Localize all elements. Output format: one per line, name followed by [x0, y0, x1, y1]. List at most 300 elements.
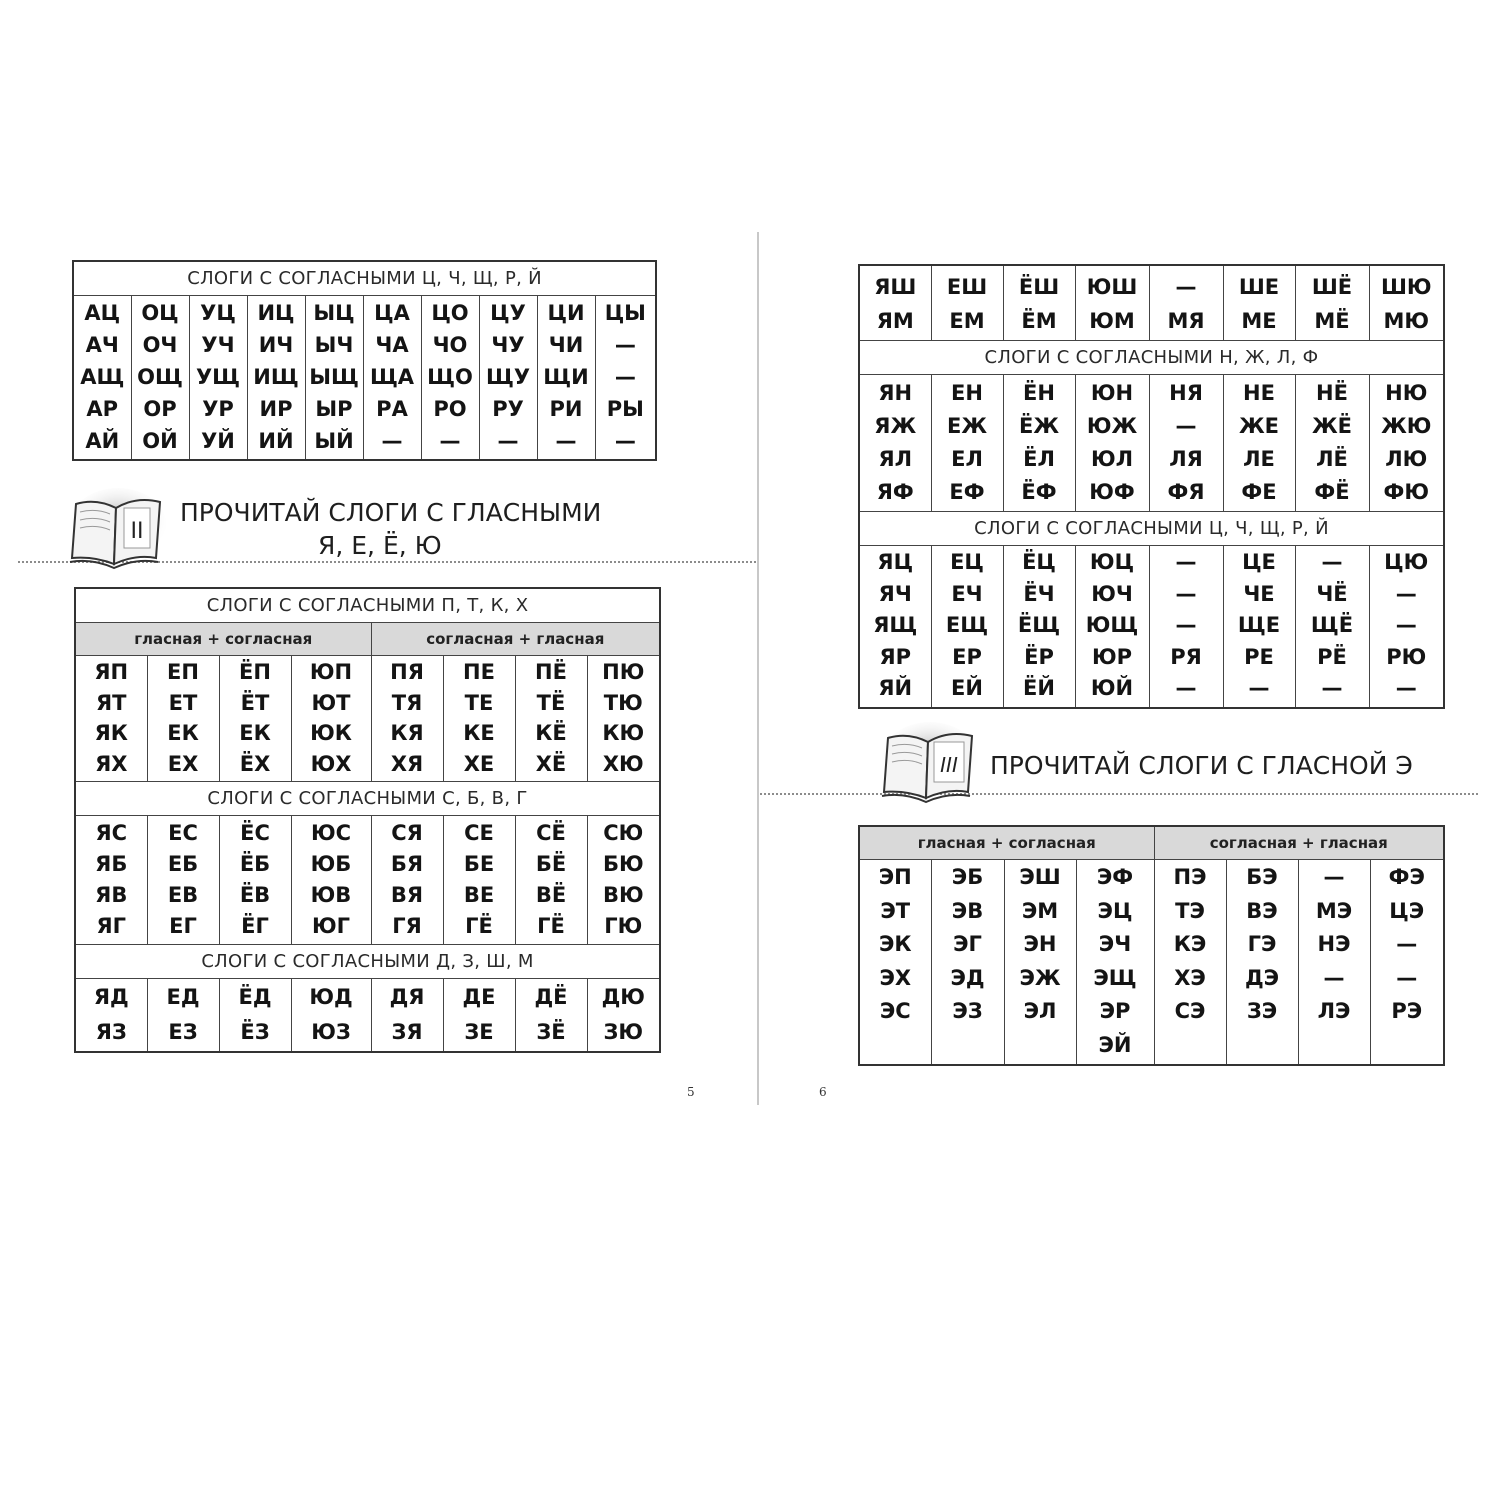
syllable: ЦЭ	[1389, 898, 1425, 923]
syllable: КЭ	[1173, 932, 1207, 956]
syllable: ЫР	[315, 397, 353, 421]
syllable: —	[1395, 581, 1417, 606]
syllable: ЩИ	[543, 365, 589, 389]
syllable: РЁ	[1317, 644, 1347, 669]
syllable: ЩО	[427, 365, 473, 389]
syllable: ЮТ	[311, 690, 351, 715]
syllable: ЁТ	[240, 690, 270, 715]
syllable: ЗЁ	[536, 1019, 566, 1044]
syllable: БЮ	[602, 852, 644, 876]
syllable: ЁЛ	[1023, 447, 1055, 471]
page-spine	[757, 232, 759, 1105]
syllable: ЯП	[94, 660, 129, 684]
syllable: ЮП	[309, 660, 353, 684]
syllable-column	[1149, 375, 1223, 512]
syllable: УР	[202, 397, 234, 421]
syllable-column	[1369, 375, 1444, 512]
syllable-column	[147, 656, 219, 782]
syllable-column	[587, 656, 660, 782]
syllable: ЮС	[310, 821, 352, 845]
syllable: СЕ	[464, 821, 494, 845]
syllable: —	[614, 429, 636, 453]
table-title: СЛОГИ С СОГЛАСНЫМИ Ц, Ч, Щ, Р, Й	[859, 512, 1444, 546]
syllable: ЛЯ	[1169, 447, 1203, 471]
syllable-column	[147, 979, 219, 1053]
syllable-column	[1295, 375, 1369, 512]
table-title: СЛОГИ С СОГЛАСНЫМИ Н, Ж, Л, Ф	[859, 341, 1444, 375]
syllable-column	[247, 296, 305, 461]
syllable: ЕХ	[167, 751, 199, 776]
open-book-icon	[66, 488, 166, 572]
syllable: ЛЭ	[1317, 999, 1351, 1023]
syllable-column	[291, 816, 371, 945]
syllable-column	[515, 656, 587, 782]
open-book-icon	[878, 722, 978, 806]
syllable: ГЯ	[392, 914, 422, 938]
syllable: ЕЧ	[951, 581, 983, 606]
syllable: ШЕ	[1238, 275, 1280, 299]
syllable: ЯЖ	[874, 414, 917, 438]
syllable: —	[1396, 965, 1418, 990]
syllable: КЁ	[535, 721, 567, 745]
syllable: ЧО	[432, 333, 468, 357]
syllable: ЯЗ	[95, 1019, 127, 1044]
syllable: ЁШ	[1018, 275, 1060, 299]
syllable: —	[1321, 676, 1343, 700]
syllable: РЭ	[1391, 999, 1423, 1023]
syllable: ТЯ	[391, 690, 423, 715]
syllable: ЭП	[878, 865, 912, 889]
syllable-column	[515, 979, 587, 1053]
syllable-column	[73, 296, 131, 461]
syllable: ФЕ	[1241, 480, 1277, 504]
syllable: ЁЗ	[240, 1019, 270, 1044]
syllable: ФЯ	[1167, 480, 1205, 504]
syllable: БЯ	[390, 852, 424, 876]
syllable: ЭГ	[953, 932, 982, 956]
syllable: НЁ	[1316, 381, 1348, 405]
syllable: ХЁ	[535, 751, 567, 776]
syllable: ЁЧ	[1023, 581, 1055, 606]
syllable: —	[1323, 965, 1345, 990]
syllable: ОР	[143, 397, 177, 421]
syllable: ЛЮ	[1385, 447, 1428, 471]
syllable: ЁД	[238, 985, 272, 1009]
syllable: ЮД	[309, 985, 353, 1009]
syllable-column	[1226, 860, 1298, 1066]
syllable: ЯЩ	[873, 613, 918, 637]
syllable: —	[381, 429, 403, 453]
syllable: БЁ	[535, 852, 567, 876]
syllable: ЭС	[879, 999, 911, 1023]
syllable-column	[305, 296, 363, 461]
syllable: ЕЖ	[946, 414, 988, 438]
syllable: ИЩ	[253, 365, 299, 389]
syllable-column	[537, 296, 595, 461]
syllable: ЕТ	[168, 690, 198, 715]
syllable: ЕР	[952, 644, 982, 669]
syllable: ЭБ	[951, 865, 984, 889]
syllable-column	[75, 816, 147, 945]
syllable: НЮ	[1385, 381, 1428, 405]
syllable-column	[219, 656, 291, 782]
subheader-consonant-vowel: согласная + гласная	[1154, 826, 1444, 860]
syllable: ЫЩ	[309, 365, 359, 389]
syllable: ПЮ	[602, 660, 645, 684]
syllable: ЯЙ	[878, 676, 913, 700]
syllable: ИЙ	[258, 429, 294, 453]
syllable: ДЭ	[1244, 965, 1280, 990]
syllable: ЕД	[166, 985, 200, 1009]
table-title: СЛОГИ С СОГЛАСНЫМИ Д, З, Ш, М	[75, 945, 660, 979]
syllable-column	[371, 979, 443, 1053]
syllable: ЭЛ	[1023, 999, 1057, 1023]
syllable: —	[1396, 932, 1418, 956]
syllable: ЮЖ	[1086, 414, 1138, 438]
syllable: ТЕ	[464, 690, 494, 715]
syllable: —	[497, 429, 519, 453]
syllable: ИР	[259, 397, 293, 421]
syllable: ЕВ	[167, 883, 199, 907]
syllable: ЭФ	[1096, 865, 1134, 889]
syllable: —	[1323, 865, 1345, 889]
syllable: ЕЗ	[168, 1019, 198, 1044]
syllable: ЖЮ	[1381, 414, 1432, 438]
syllable-column	[515, 816, 587, 945]
page-number-left: 5	[687, 1085, 695, 1099]
syllable: ЧУ	[491, 333, 525, 357]
syllable-column	[1295, 265, 1369, 341]
syllable: ЕП	[167, 660, 199, 684]
syllable: ЕЙ	[951, 676, 983, 700]
syllable: ЁГ	[241, 914, 269, 938]
syllable: ЁН	[1023, 381, 1055, 405]
syllable: ЕШ	[946, 275, 988, 299]
syllable: КЕ	[463, 721, 495, 745]
syllable-column	[931, 546, 1003, 708]
syllable: ЁЩ	[1017, 613, 1061, 637]
syllable: ЁФ	[1021, 480, 1057, 504]
syllable: ШЮ	[1380, 275, 1432, 299]
syllable: —	[1175, 581, 1197, 606]
syllable-column	[587, 816, 660, 945]
syllable: ЩЕ	[1237, 613, 1281, 637]
syllable: ДЮ	[601, 985, 645, 1009]
syllable: ХЕ	[463, 751, 495, 776]
syllable: ВЯ	[390, 883, 424, 907]
syllable: ГЭ	[1247, 932, 1277, 956]
syllable: ХЭ	[1174, 965, 1206, 990]
syllable: РЯ	[1170, 644, 1202, 669]
syllable: ЮЗ	[311, 1019, 351, 1044]
syllable: ЮР	[1091, 644, 1133, 669]
syllable: ДЁ	[534, 985, 568, 1009]
syllable: ЕЦ	[950, 550, 984, 574]
syllable: ЭШ	[1019, 865, 1061, 889]
syllable-column	[371, 656, 443, 782]
svg-text:III: III	[940, 753, 958, 777]
syllable: ТЮ	[603, 690, 643, 715]
syllable-column	[479, 296, 537, 461]
syllable: ПЕ	[463, 660, 495, 684]
syllable-column	[1223, 265, 1295, 341]
table-title: СЛОГИ С СОГЛАСНЫМИ Ц, Ч, Щ, Р, Й	[73, 261, 656, 296]
syllable: ЮЙ	[1090, 676, 1134, 700]
syllable: ЮЦ	[1089, 550, 1135, 574]
syllable: ЕН	[951, 381, 983, 405]
syllable: —	[439, 429, 461, 453]
syllable: ЭТ	[880, 898, 911, 923]
syllable-column	[421, 296, 479, 461]
syllable: ТЁ	[536, 690, 566, 715]
syllable-column	[189, 296, 247, 461]
syllable: ЧА	[375, 333, 409, 357]
syllable: ЧЕ	[1243, 581, 1275, 606]
syllable: ЭД	[950, 965, 985, 990]
syllable: ОЙ	[142, 429, 178, 453]
syllable: —	[614, 365, 636, 389]
syllable: ЗЭ	[1246, 999, 1278, 1023]
syllable: ЦЮ	[1384, 550, 1429, 574]
syllable-column	[1004, 860, 1076, 1066]
syllable: РЕ	[1244, 644, 1274, 669]
syllable-column	[595, 296, 656, 461]
section-heading-ii-line1: ПРОЧИТАЙ СЛОГИ С ГЛАСНЫМИ	[180, 498, 602, 527]
syllable: ЦА	[374, 301, 410, 325]
syllable-column	[443, 816, 515, 945]
syllable: ЕЛ	[951, 447, 983, 471]
syllable: ЮШ	[1086, 275, 1138, 299]
syllable-column	[1154, 860, 1226, 1066]
syllable: НЯ	[1169, 381, 1203, 405]
syllable-column	[75, 656, 147, 782]
syllable: ЁП	[239, 660, 271, 684]
subheader-consonant-vowel: согласная + гласная	[371, 623, 660, 656]
syllable: ДЯ	[389, 985, 425, 1009]
syllable: ЧЁ	[1316, 581, 1348, 606]
syllable: ЭХ	[879, 965, 912, 990]
syllable: ЖЁ	[1311, 414, 1353, 438]
syllable: ЯБ	[95, 852, 128, 876]
syllable: ЦО	[431, 301, 469, 325]
syllable: ЯС	[95, 821, 128, 845]
syllable: ЁЙ	[1023, 676, 1055, 700]
syllable-column	[147, 816, 219, 945]
syllable: ХЯ	[390, 751, 424, 776]
syllable: ЁМ	[1021, 309, 1057, 333]
syllable: ЕБ	[167, 852, 199, 876]
syllable: ЕК	[167, 721, 199, 745]
syllable: ПЯ	[390, 660, 424, 684]
syllable: ЩА	[369, 365, 415, 389]
syllable: ЗЮ	[603, 1019, 644, 1044]
syllable: ФЮ	[1383, 480, 1429, 504]
syllable: МЯ	[1167, 309, 1205, 333]
syllable: ГЮ	[604, 914, 643, 938]
syllable: АЙ	[85, 429, 120, 453]
syllable: ЁВ	[239, 883, 271, 907]
syllable: ЗЯ	[391, 1019, 423, 1044]
syllable: ЦИ	[547, 301, 585, 325]
syllable-column	[219, 979, 291, 1053]
syllable: ЁР	[1024, 644, 1054, 669]
syllable: АЧ	[85, 333, 119, 357]
syllable: ВЁ	[535, 883, 567, 907]
syllable: —	[1175, 613, 1197, 637]
syllable-column	[75, 979, 147, 1053]
syllable: ЭК	[878, 932, 912, 956]
syllable-table-ts-ch-shch-r-y	[72, 260, 657, 461]
syllable: ЯМ	[876, 309, 914, 333]
syllable-column	[291, 656, 371, 782]
syllable: МЁ	[1314, 309, 1350, 333]
syllable: ИЧ	[258, 333, 294, 357]
syllable: РИ	[549, 397, 583, 421]
syllable: ЯН	[878, 381, 913, 405]
syllable: ЁБ	[239, 852, 271, 876]
syllable: РЮ	[1386, 644, 1427, 669]
section-heading-ii-line2: Я, Е, Ё, Ю	[318, 531, 442, 560]
syllable: ЭЧ	[1098, 932, 1132, 956]
syllable-column	[931, 375, 1003, 512]
syllable-column	[931, 860, 1004, 1066]
syllable-column	[443, 656, 515, 782]
page-number-right: 6	[819, 1085, 827, 1099]
syllable: УЦ	[200, 301, 236, 325]
syllable: ЯШ	[874, 275, 917, 299]
syllable: ЭН	[1023, 932, 1057, 956]
syllable: —	[1395, 613, 1417, 637]
syllable: ЮГ	[311, 914, 351, 938]
syllable: БЭ	[1246, 865, 1278, 889]
syllable: —	[1175, 676, 1197, 700]
syllable: АР	[86, 397, 119, 421]
syllable-column	[1003, 546, 1075, 708]
syllable: УЩ	[195, 365, 241, 389]
syllable-column	[587, 979, 660, 1053]
syllable-table-e	[858, 825, 1445, 1066]
syllable-column	[1003, 265, 1075, 341]
syllable-table-p-t-k-h	[74, 587, 661, 1053]
syllable-column	[1369, 265, 1444, 341]
syllable: —	[614, 333, 636, 357]
syllable-column	[1295, 546, 1369, 708]
syllable-column	[1298, 860, 1370, 1066]
syllable: АЩ	[80, 365, 125, 389]
syllable: ЗЕ	[464, 1019, 494, 1044]
syllable-column	[1075, 546, 1149, 708]
svg-text:II: II	[130, 519, 144, 544]
syllable: ОЦ	[141, 301, 179, 325]
syllable: ЛЕ	[1243, 447, 1275, 471]
syllable: ЮН	[1090, 381, 1134, 405]
syllable-column	[859, 265, 931, 341]
syllable: ЮЛ	[1090, 447, 1134, 471]
syllable: ВЮ	[602, 883, 644, 907]
syllable: ЁС	[240, 821, 270, 845]
syllable: ЭМ	[1021, 898, 1059, 923]
syllable: ЕМ	[949, 309, 985, 333]
syllable-column	[1223, 375, 1295, 512]
syllable: —	[1321, 550, 1343, 574]
syllable: ЧИ	[548, 333, 584, 357]
syllable-column	[1223, 546, 1295, 708]
syllable: ЁХ	[239, 751, 271, 776]
syllable: ЩУ	[485, 365, 531, 389]
syllable: ЯГ	[96, 914, 127, 938]
syllable: ФЭ	[1388, 865, 1425, 889]
syllable: ЭЖ	[1019, 965, 1061, 990]
syllable-column	[1369, 546, 1444, 708]
syllable-column	[1370, 860, 1444, 1066]
syllable: ВЭ	[1246, 898, 1278, 923]
syllable: ЯД	[93, 985, 129, 1009]
syllable: ВЕ	[463, 883, 495, 907]
syllable: ПЁ	[535, 660, 567, 684]
syllable-column	[131, 296, 189, 461]
syllable: ЕГ	[169, 914, 197, 938]
syllable: ЕЩ	[945, 613, 989, 637]
syllable: НЕ	[1243, 381, 1275, 405]
syllable: ЯЧ	[878, 581, 912, 606]
syllable-column	[859, 860, 931, 1066]
syllable: НЭ	[1317, 932, 1351, 956]
table-title: СЛОГИ С СОГЛАСНЫМИ С, Б, В, Г	[75, 782, 660, 816]
syllable-column	[1075, 375, 1149, 512]
syllable: УЙ	[201, 429, 235, 453]
syllable: ЯВ	[95, 883, 128, 907]
syllable: —	[1395, 676, 1417, 700]
syllable: ЮМ	[1089, 309, 1135, 333]
syllable-column	[1076, 860, 1154, 1066]
syllable: ЛЁ	[1316, 447, 1348, 471]
syllable: РА	[376, 397, 408, 421]
syllable: АЦ	[84, 301, 121, 325]
syllable: ЭР	[1099, 999, 1131, 1023]
syllable: ЭВ	[951, 898, 984, 923]
syllable: ЁЦ	[1022, 550, 1056, 574]
syllable-column	[859, 546, 931, 708]
table-title: СЛОГИ С СОГЛАСНЫМИ П, Т, К, Х	[75, 588, 660, 623]
syllable: ЭЗ	[952, 999, 983, 1023]
syllable-column	[1003, 375, 1075, 512]
syllable-column	[371, 816, 443, 945]
syllable: ДЕ	[462, 985, 496, 1009]
syllable: ЯР	[879, 644, 912, 669]
syllable: ЯТ	[96, 690, 127, 715]
dotted-rule-right	[760, 793, 1478, 795]
syllable: ЯХ	[95, 751, 128, 776]
syllable: ЮК	[310, 721, 352, 745]
syllable: УЧ	[201, 333, 235, 357]
syllable: ОЧ	[142, 333, 178, 357]
syllable: ЯЦ	[877, 550, 914, 574]
subheader-vowel-consonant: гласная + согласная	[859, 826, 1154, 860]
syllable: СЭ	[1174, 999, 1206, 1023]
section-heading-iii: ПРОЧИТАЙ СЛОГИ С ГЛАСНОЙ Э	[990, 751, 1413, 780]
syllable: БЕ	[463, 852, 495, 876]
syllable-column	[931, 265, 1003, 341]
syllable: —	[1175, 550, 1197, 574]
syllable: СЮ	[603, 821, 644, 845]
syllable: ЦУ	[490, 301, 526, 325]
syllable: КЮ	[602, 721, 645, 745]
syllable: ТЭ	[1175, 898, 1205, 923]
syllable: ЖЕ	[1238, 414, 1280, 438]
syllable: МЭ	[1315, 898, 1353, 923]
syllable: ЮБ	[310, 852, 352, 876]
syllable: ЫЧ	[314, 333, 354, 357]
